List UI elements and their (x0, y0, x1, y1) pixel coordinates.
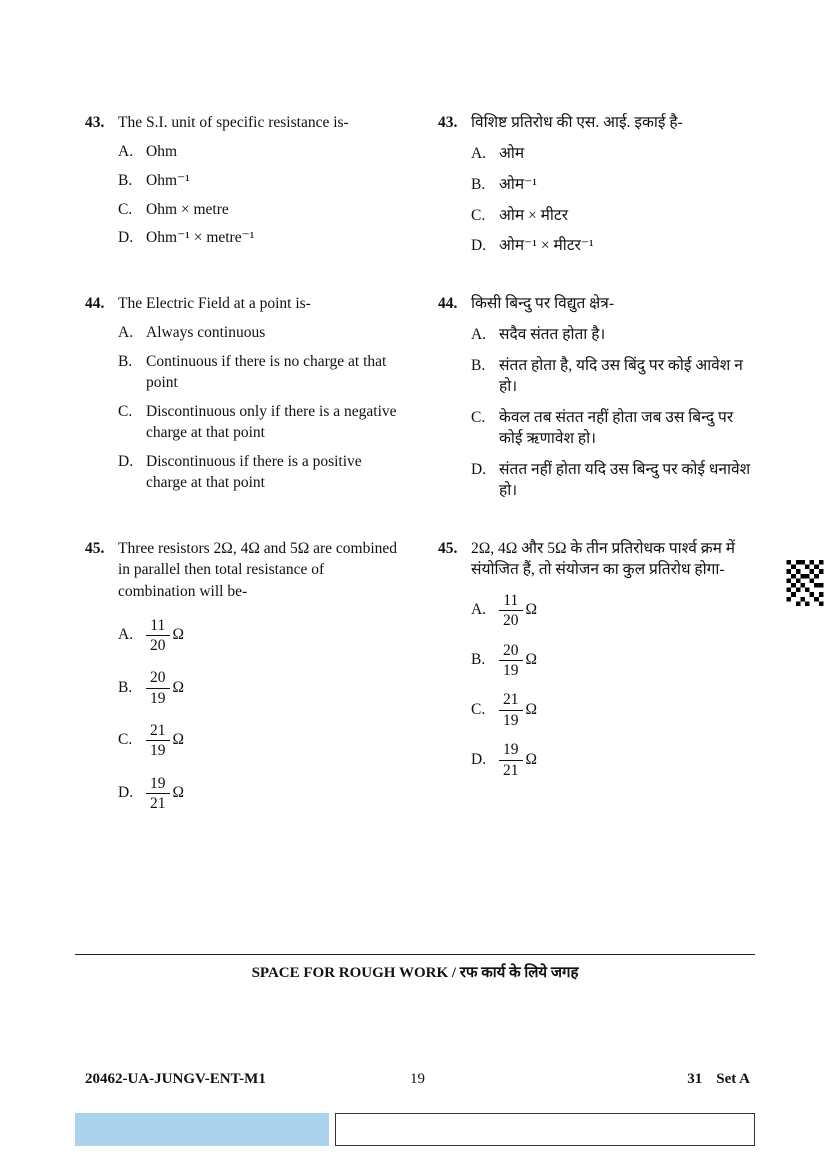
option-d (471, 236, 757, 257)
fraction (499, 690, 523, 730)
set-label: Set A (716, 1071, 750, 1087)
option-b (471, 641, 757, 681)
qr-code (786, 560, 824, 606)
unit-ohm: Ω (172, 731, 185, 749)
option-b (118, 668, 404, 708)
question-number: 44. (438, 295, 458, 313)
option-c (471, 206, 757, 227)
fraction-denominator: 21 (150, 795, 166, 813)
option-a (471, 591, 757, 631)
option-text: सदैव संतत होता है। (499, 326, 606, 344)
option-d (471, 460, 757, 502)
question-row-43 (85, 112, 757, 257)
fraction-denominator: 19 (503, 662, 519, 680)
option-b (118, 171, 404, 192)
option-letter: B. (471, 175, 486, 193)
question-text: विशिष्ट प्रतिरोध की एस. आई. इकाई है- (471, 114, 683, 131)
option-letter: D. (471, 750, 487, 768)
fraction-numerator: 19 (499, 740, 523, 760)
unit-ohm: Ω (525, 750, 538, 768)
option-text: Ohm × metre (146, 200, 229, 218)
fraction (499, 740, 523, 780)
question-number: 45. (85, 539, 105, 557)
option-text: Continuous if there is no charge at that point (146, 352, 387, 391)
option-letter: D. (471, 460, 487, 478)
option-d (471, 740, 757, 780)
fraction-denominator: 19 (150, 742, 166, 760)
page-footer (85, 1071, 750, 1088)
question-row-45 (85, 538, 757, 814)
option-c (118, 200, 404, 221)
option-c (118, 721, 404, 761)
question-43-english (85, 112, 404, 257)
option-text: केवल तब संतत नहीं होता जब उस बिन्दु पर कोई ऋणावेश हो। (499, 408, 734, 447)
options-list (471, 325, 757, 501)
option-letter: D. (471, 237, 487, 255)
set-info (425, 1071, 750, 1088)
option-text: Ohm (146, 142, 177, 160)
fraction (146, 616, 170, 656)
options-list (118, 616, 404, 814)
fraction-denominator: 21 (503, 761, 519, 779)
fraction-numerator: 11 (146, 616, 170, 636)
set-number: 31 (687, 1071, 703, 1087)
fraction-denominator: 20 (150, 636, 166, 654)
option-a (118, 142, 404, 163)
option-d (118, 452, 404, 494)
option-letter: C. (471, 206, 486, 224)
option-letter: D. (118, 784, 134, 802)
question-text: The Electric Field at a point is- (118, 295, 311, 313)
fraction-numerator: 21 (146, 721, 170, 741)
question-row-44 (85, 293, 757, 501)
fraction-numerator: 20 (499, 641, 523, 661)
option-letter: D. (118, 229, 134, 247)
bottom-blue-box (75, 1113, 329, 1146)
question-45-english (85, 538, 404, 814)
fraction-numerator: 11 (499, 591, 523, 611)
option-text: Discontinuous if there is a positive charge at that point (146, 452, 362, 491)
questions-area (85, 112, 757, 850)
option-text: संतत होता है, यदि उस बिंदु पर कोई आवेश न हो। (499, 356, 743, 395)
fraction-denominator: 19 (150, 689, 166, 707)
unit-ohm: Ω (172, 625, 185, 643)
bottom-bar (75, 1113, 755, 1146)
fraction-denominator: 20 (503, 612, 519, 630)
question-number: 43. (438, 114, 458, 131)
options-list (118, 323, 404, 493)
unit-ohm: Ω (172, 678, 185, 696)
option-letter: A. (471, 144, 487, 162)
option-d (118, 228, 404, 249)
unit-ohm: Ω (525, 651, 538, 669)
option-text: Ohm⁻¹ (146, 171, 190, 189)
question-43-hindi (438, 112, 757, 257)
question-45-hindi (438, 538, 757, 814)
option-b (471, 175, 757, 196)
option-b (118, 352, 404, 394)
fraction (146, 774, 170, 814)
option-letter: A. (118, 324, 134, 342)
question-text: किसी बिन्दु पर विद्युत क्षेत्र- (471, 295, 615, 313)
option-c (471, 408, 757, 450)
fraction (146, 721, 170, 761)
fraction-numerator: 21 (499, 690, 523, 710)
option-letter: C. (471, 700, 486, 718)
options-list (118, 142, 404, 250)
unit-ohm: Ω (172, 784, 185, 802)
question-text: 2Ω, 4Ω और 5Ω के तीन प्रतिरोधक पार्श्व क्रम में संयोजित हैं, तो संयोजन का कुल प्रतिरोध होगा- (471, 539, 736, 579)
option-b (471, 356, 757, 398)
option-a (118, 323, 404, 344)
option-c (118, 402, 404, 444)
option-letter: C. (118, 731, 133, 749)
option-letter: A. (471, 326, 487, 344)
option-letter: B. (471, 651, 486, 669)
question-text: Three resistors 2Ω, 4Ω and 5Ω are combined in parallel then total resistance of combination will be- (118, 539, 398, 600)
option-letter: B. (471, 356, 486, 374)
fraction-denominator: 19 (503, 711, 519, 729)
option-text: Ohm⁻¹ × metre⁻¹ (146, 229, 255, 247)
option-d (118, 774, 404, 814)
question-number: 44. (85, 295, 105, 313)
fraction (499, 641, 523, 681)
option-letter: C. (471, 408, 486, 426)
rough-work-divider (75, 954, 755, 955)
option-text: Always continuous (146, 324, 266, 342)
fraction-numerator: 20 (146, 668, 170, 688)
unit-ohm: Ω (525, 700, 538, 718)
option-text: ओम⁻¹ × मीटर⁻¹ (499, 237, 594, 255)
option-letter: A. (118, 625, 134, 643)
option-letter: C. (118, 200, 133, 218)
paper-code: 20462-UA-JUNGV-ENT-M1 (85, 1071, 266, 1087)
option-a (471, 325, 757, 346)
fraction (499, 591, 523, 631)
fraction (146, 668, 170, 708)
question-44-hindi (438, 293, 757, 501)
option-letter: A. (471, 601, 487, 619)
fraction-numerator: 19 (146, 774, 170, 794)
options-list (471, 144, 757, 258)
option-letter: A. (118, 142, 134, 160)
option-letter: B. (118, 171, 133, 189)
option-letter: B. (118, 352, 133, 370)
options-list (471, 591, 757, 780)
unit-ohm: Ω (525, 601, 538, 619)
option-letter: C. (118, 402, 133, 420)
option-text: ओम × मीटर (499, 206, 569, 224)
option-text: संतत नहीं होता यदि उस बिन्दु पर कोई धनावेश हो। (499, 460, 751, 499)
question-number: 45. (438, 539, 458, 557)
question-44-english (85, 293, 404, 501)
option-letter: D. (118, 452, 134, 470)
question-text: The S.I. unit of specific resistance is- (118, 114, 349, 131)
option-text: ओम (499, 144, 525, 162)
bottom-white-box (335, 1113, 755, 1146)
option-text: Discontinuous only if there is a negative charge at that point (146, 402, 397, 441)
option-c (471, 690, 757, 730)
question-number: 43. (85, 114, 105, 131)
page-number: 19 (410, 1071, 425, 1087)
rough-work-title: SPACE FOR ROUGH WORK / रफ कार्य के लिये जगह (251, 965, 579, 981)
option-a (118, 616, 404, 656)
option-letter: B. (118, 678, 133, 696)
option-a (471, 144, 757, 165)
option-text: ओम⁻¹ (499, 175, 537, 193)
